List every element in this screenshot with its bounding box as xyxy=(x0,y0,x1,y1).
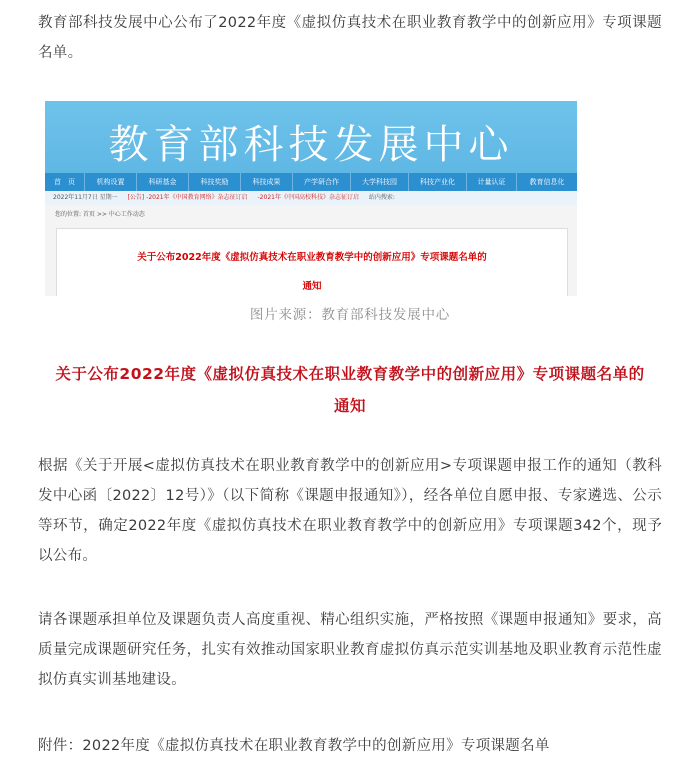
site-info-bar xyxy=(45,191,577,205)
site-nav-item: 教育信息化 xyxy=(529,178,565,186)
site-article-title-line1: 关于公布2022年度《虚拟仿真技术在职业教育教学中的创新应用》专项课题名单的 xyxy=(137,252,487,263)
embedded-website-screenshot xyxy=(45,101,577,296)
site-nav-item: 大学科技园 xyxy=(351,173,409,191)
attachment-line: 附件：2022年度《虚拟仿真技术在职业教育教学中的创新应用》专项课题名单 xyxy=(38,738,550,754)
site-nav-item: 科研基金 xyxy=(137,173,189,191)
body-paragraph-2: 请各课题承担单位及课题负责人高度重视、精心组织实施，严格按照《课题申报通知》要求，高质量完成课题研究任务，扎实有效推动国家职业教育虚拟仿真示范实训基地及职业教育示范性虚拟仿真实训基地建设。 xyxy=(38,612,662,688)
site-banner-title: 教育部科技发展中心 xyxy=(108,122,514,168)
site-nav-item: 科技产业化 xyxy=(409,173,467,191)
site-nav-item: 科技成果 xyxy=(241,173,293,191)
site-date: 2022年11月7日 星期一 xyxy=(53,194,118,201)
site-nav-bar xyxy=(45,173,577,191)
site-article-title-line2: 通知 xyxy=(302,281,322,292)
site-notice: -2021年《中国高校科技》杂志征订启 xyxy=(257,194,359,201)
site-nav-item: 产学研合作 xyxy=(293,173,351,191)
site-nav-item: 科技奖励 xyxy=(189,173,241,191)
site-breadcrumb: 您的位置: 首页 >> 中心工作动态 xyxy=(55,211,145,218)
site-nav-item: 首 页 xyxy=(45,173,85,191)
body-paragraph-1: 根据《关于开展<虚拟仿真技术在职业教育教学中的创新应用>专项课题申报工作的通知（教科发中心函〔2022〕12号）》（以下简称《课题申报通知》），经各单位自愿申报、专家遴选、公示等环节，确定2022年度《虚拟仿真技术在职业教育教学中的创新应用》专项课题342个，现予以公布。 xyxy=(38,458,662,564)
site-search-label: 站内搜索: xyxy=(368,194,395,201)
headline-line2: 通知 xyxy=(333,397,366,415)
site-article-card xyxy=(56,228,568,296)
site-nav-item: 计量认证 xyxy=(467,173,517,191)
site-banner xyxy=(45,101,577,173)
site-nav-item: 机构设置 xyxy=(85,173,137,191)
site-notice: [公告] -2021年《中国教育网络》杂志征订启 xyxy=(127,194,248,201)
headline-line1: 关于公布2022年度《虚拟仿真技术在职业教育教学中的创新应用》专项课题名单的 xyxy=(55,365,645,383)
intro-paragraph: 教育部科技发展中心公布了2022年度《虚拟仿真技术在职业教育教学中的创新应用》专项课题名单。 xyxy=(38,15,662,61)
image-caption: 图片来源：教育部科技发展中心 xyxy=(249,307,451,323)
